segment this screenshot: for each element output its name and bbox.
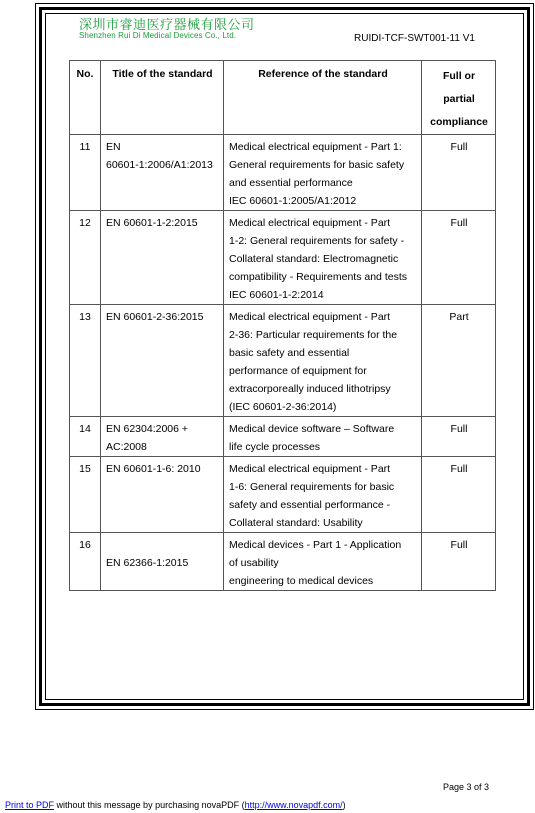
cell-reference-line: extracorporeally induced lithotripsy xyxy=(229,383,391,395)
header-compliance-line: compliance xyxy=(430,116,488,128)
cell-reference-line: Medical electrical equipment - Part 1: xyxy=(229,141,402,153)
table-row xyxy=(70,417,496,457)
cell-compliance: Full xyxy=(422,135,496,211)
company-name-english: Shenzhen Rui Di Medical Devices Co., Ltd. xyxy=(79,31,237,40)
cell-reference xyxy=(224,135,422,211)
cell-compliance: Part xyxy=(422,305,496,417)
cell-no: 12 xyxy=(70,211,101,305)
header-compliance-line: partial xyxy=(443,93,475,105)
cell-no: 11 xyxy=(70,135,101,211)
cell-reference xyxy=(224,305,422,417)
cell-compliance: Full xyxy=(422,417,496,457)
cell-reference xyxy=(224,533,422,591)
cell-reference-line: Medical electrical equipment - Part xyxy=(229,311,391,323)
cell-reference-line: General requirements for basic safety xyxy=(229,159,405,171)
company-name-chinese: 深圳市睿迪医疗器械有限公司 xyxy=(79,17,255,32)
cell-title-line: EN 60601-1-2:2015 xyxy=(106,217,198,229)
table-row xyxy=(70,457,496,533)
novapdf-url-link[interactable]: http://www.novapdf.com/ xyxy=(244,800,343,810)
cell-reference xyxy=(224,457,422,533)
cell-reference-line: performance of equipment for xyxy=(229,365,367,377)
cell-title xyxy=(101,533,224,591)
novapdf-footer xyxy=(5,800,346,810)
cell-no: 16 xyxy=(70,533,101,591)
cell-title xyxy=(101,457,224,533)
cell-reference-line: and essential performance xyxy=(229,177,353,189)
cell-reference-line: IEC 60601-1:2005/A1:2012 xyxy=(229,195,357,207)
cell-reference-line: safety and essential performance - xyxy=(229,499,391,511)
cell-reference xyxy=(224,211,422,305)
cell-title-line: EN xyxy=(106,141,121,153)
cell-reference-line: Collateral standard: Usability xyxy=(229,517,363,529)
cell-no: 13 xyxy=(70,305,101,417)
cell-reference-line: (IEC 60601-2-36:2014) xyxy=(229,401,337,413)
cell-title xyxy=(101,135,224,211)
header-compliance-line: Full or xyxy=(442,70,476,82)
header-reference: Reference of the standard xyxy=(224,61,422,135)
cell-reference-line: engineering to medical devices xyxy=(229,575,374,587)
header-no: No. xyxy=(70,61,101,135)
cell-no: 14 xyxy=(70,417,101,457)
table-row xyxy=(70,211,496,305)
cell-reference-line: Medical devices - Part 1 - Application xyxy=(229,539,402,551)
cell-reference-line: IEC 60601-1-2:2014 xyxy=(229,289,324,301)
cell-title xyxy=(101,417,224,457)
cell-reference xyxy=(224,417,422,457)
cell-title-line: EN 60601-2-36:2015 xyxy=(106,311,204,323)
cell-title xyxy=(101,305,224,417)
header-compliance xyxy=(422,61,496,135)
cell-reference-line: Collateral standard: Electromagnetic xyxy=(229,253,399,265)
cell-reference-line: life cycle processes xyxy=(229,441,321,453)
header-title: Title of the standard xyxy=(101,61,224,135)
table-header-row xyxy=(70,61,496,135)
cell-compliance: Full xyxy=(422,533,496,591)
cell-title-line: EN 60601-1-6: 2010 xyxy=(106,463,201,475)
print-to-pdf-link[interactable]: Print to PDF xyxy=(5,800,55,810)
cell-title-line: EN 62304:2006 + xyxy=(106,423,189,435)
cell-title xyxy=(101,211,224,305)
cell-compliance: Full xyxy=(422,457,496,533)
cell-compliance: Full xyxy=(422,211,496,305)
cell-reference-line: Medical electrical equipment - Part xyxy=(229,463,391,475)
cell-title-line: 60601-1:2006/A1:2013 xyxy=(106,159,213,171)
table-row xyxy=(70,533,496,591)
page-number: Page 3 of 3 xyxy=(443,782,490,792)
cell-reference-line: Medical device software – Software xyxy=(229,423,395,435)
document-code: RUIDI-TCF-SWT001-11 V1 xyxy=(354,33,475,44)
standards-table xyxy=(69,60,496,591)
cell-reference-line: 1-2: General requirements for safety - xyxy=(229,235,405,247)
table-row xyxy=(70,305,496,417)
cell-title-line: EN 62366-1:2015 xyxy=(106,557,189,569)
cell-reference-line: Medical electrical equipment - Part xyxy=(229,217,391,229)
cell-reference-line: basic safety and essential xyxy=(229,347,350,359)
cell-reference-line: 2-36: Particular requirements for the xyxy=(229,329,398,341)
cell-reference-line: 1-6: General requirements for basic xyxy=(229,481,395,493)
cell-title-line: AC:2008 xyxy=(106,441,147,453)
table-row xyxy=(70,135,496,211)
footer-close-paren: ) xyxy=(342,800,346,810)
cell-reference-line: compatibility - Requirements and tests xyxy=(229,271,407,283)
cell-reference-line: of usability xyxy=(229,557,279,569)
cell-no: 15 xyxy=(70,457,101,533)
footer-message: without this message by purchasing novaPDF ( xyxy=(54,800,245,810)
